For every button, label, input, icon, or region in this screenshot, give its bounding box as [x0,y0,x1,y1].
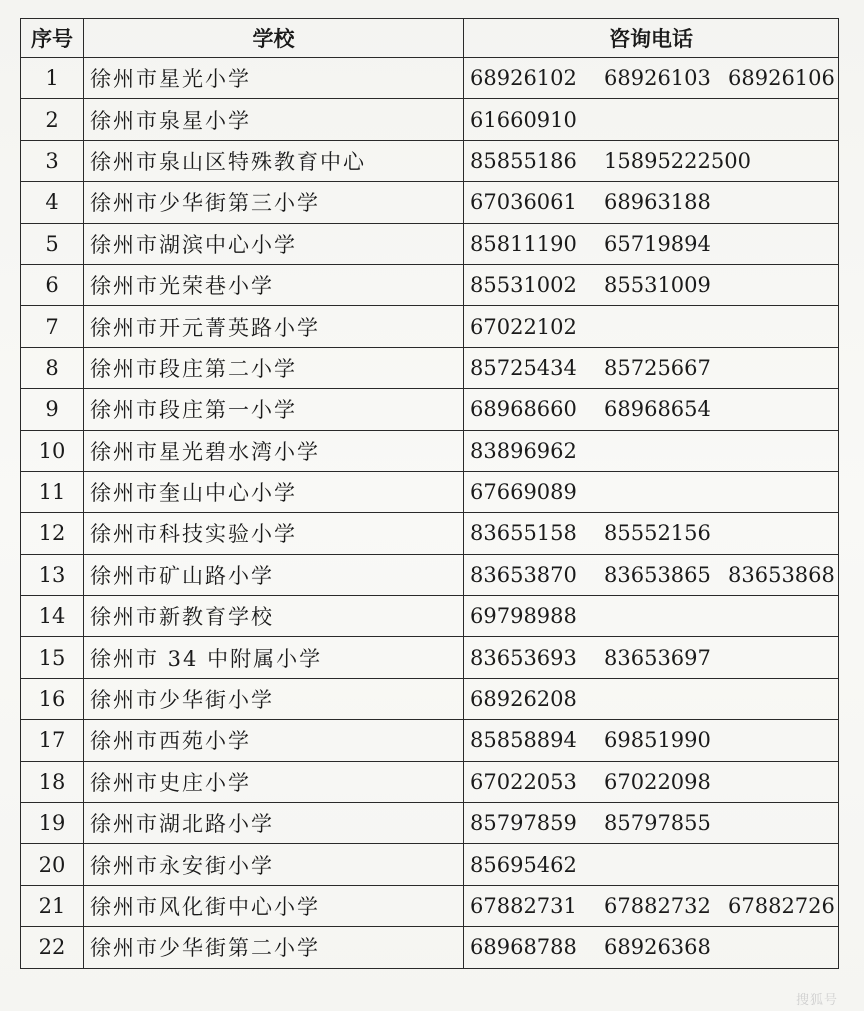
table-row [21,927,839,968]
school-name: 徐州市矿山路小学 [84,554,464,595]
row-number: 5 [21,223,84,264]
phone-number: 85811190 [470,231,577,256]
phone-number: 85855186 [470,148,577,173]
phone-number: 83653693 [470,645,577,670]
phone-cell [464,347,839,388]
phone-number: 69798988 [470,604,577,629]
phone-number: 85797859 [470,811,577,836]
phone-number: 67036061 [470,190,577,215]
phone-number: 15895222500 [604,148,751,173]
row-number: 4 [21,182,84,223]
school-name: 徐州市少华街小学 [84,678,464,719]
table-row [21,513,839,554]
row-number: 13 [21,554,84,595]
phone-number: 67882731 [470,894,577,918]
phone-cell [464,99,839,140]
phone-number: 83653870 [470,562,577,587]
phone-number: 85531009 [604,273,711,298]
row-number: 22 [21,927,84,968]
phone-number: 67882732 [604,894,711,918]
phone-number: 67882726 [728,894,835,918]
school-name: 徐州市星光小学 [84,58,464,99]
school-name: 徐州市少华街第二小学 [84,927,464,968]
school-name: 徐州市湖北路小学 [84,803,464,844]
school-phone-table [20,18,839,969]
phone-cell [464,844,839,885]
table-row [21,803,839,844]
table-row [21,720,839,761]
phone-number: 67669089 [470,480,577,505]
row-number: 21 [21,885,84,926]
phone-cell [464,513,839,554]
row-number: 2 [21,99,84,140]
phone-cell [464,678,839,719]
row-number: 11 [21,471,84,512]
row-number: 1 [21,58,84,99]
header-school: 学校 [84,19,464,58]
phone-cell [464,554,839,595]
row-number: 20 [21,844,84,885]
school-name: 徐州市开元菁英路小学 [84,306,464,347]
school-name: 徐州市 34 中附属小学 [84,637,464,678]
school-name: 徐州市星光碧水湾小学 [84,430,464,471]
table-row [21,306,839,347]
school-name: 徐州市永安街小学 [84,844,464,885]
phone-number: 85858894 [470,728,577,753]
phone-number: 85531002 [470,273,577,298]
phone-number: 69851990 [604,728,711,753]
school-name: 徐州市泉山区特殊教育中心 [84,140,464,181]
phone-cell [464,720,839,761]
row-number: 6 [21,264,84,305]
table-row [21,430,839,471]
phone-cell [464,264,839,305]
phone-cell [464,182,839,223]
phone-number: 67022102 [470,314,577,339]
phone-cell [464,927,839,968]
phone-number: 83896962 [470,438,577,463]
header-no: 序号 [21,19,84,58]
table-row [21,389,839,430]
school-name: 徐州市少华街第三小学 [84,182,464,223]
phone-number: 68926208 [470,687,577,712]
phone-number: 85725434 [470,355,577,380]
table-row [21,554,839,595]
table-row [21,471,839,512]
table-row [21,140,839,181]
row-number: 12 [21,513,84,554]
phone-number: 68968654 [604,397,711,422]
phone-number: 68926103 [604,66,711,91]
phone-number: 67022098 [604,769,711,794]
phone-cell [464,803,839,844]
phone-number: 68926106 [728,66,835,91]
school-name: 徐州市湖滨中心小学 [84,223,464,264]
phone-cell [464,761,839,802]
school-name: 徐州市段庄第二小学 [84,347,464,388]
row-number: 17 [21,720,84,761]
phone-number: 61660910 [470,107,577,132]
watermark-text: 搜狐号 [795,993,838,1008]
phone-number: 68968660 [470,397,577,422]
phone-number: 68968788 [470,935,577,960]
table-row [21,264,839,305]
row-number: 18 [21,761,84,802]
table-row [21,637,839,678]
row-number: 15 [21,637,84,678]
school-name: 徐州市段庄第一小学 [84,389,464,430]
phone-cell [464,430,839,471]
table-row [21,678,839,719]
table-row [21,58,839,99]
phone-number: 68963188 [604,190,711,215]
school-name: 徐州市史庄小学 [84,761,464,802]
table-row [21,347,839,388]
row-number: 14 [21,596,84,637]
phone-cell [464,885,839,926]
header-phone: 咨询电话 [464,19,839,58]
phone-number: 83653865 [604,562,711,587]
school-name: 徐州市奎山中心小学 [84,471,464,512]
row-number: 8 [21,347,84,388]
row-number: 3 [21,140,84,181]
school-name: 徐州市光荣巷小学 [84,264,464,305]
row-number: 7 [21,306,84,347]
phone-cell [464,140,839,181]
phone-number: 68926102 [470,66,577,91]
table-row [21,761,839,802]
school-name: 徐州市西苑小学 [84,720,464,761]
phone-cell [464,306,839,347]
phone-number: 83653697 [604,645,711,670]
phone-number: 65719894 [604,231,711,256]
table-header-row [21,19,839,58]
phone-number: 85725667 [604,355,711,380]
school-name: 徐州市科技实验小学 [84,513,464,554]
phone-number: 83653868 [728,562,835,587]
row-number: 10 [21,430,84,471]
table-row [21,182,839,223]
school-name: 徐州市泉星小学 [84,99,464,140]
phone-number: 83655158 [470,521,577,546]
row-number: 19 [21,803,84,844]
phone-number: 67022053 [470,769,577,794]
table-row [21,596,839,637]
phone-cell [464,471,839,512]
phone-number: 68926368 [604,935,711,960]
table-row [21,99,839,140]
phone-cell [464,223,839,264]
phone-cell [464,58,839,99]
school-name: 徐州市新教育学校 [84,596,464,637]
phone-cell [464,637,839,678]
school-name: 徐州市风化街中心小学 [84,885,464,926]
table-row [21,885,839,926]
phone-number: 85695462 [470,852,577,877]
table-row [21,844,839,885]
phone-cell [464,596,839,637]
phone-cell [464,389,839,430]
row-number: 9 [21,389,84,430]
phone-number: 85797855 [604,811,711,836]
table-row [21,223,839,264]
table-body [21,58,839,969]
phone-number: 85552156 [604,521,711,546]
row-number: 16 [21,678,84,719]
